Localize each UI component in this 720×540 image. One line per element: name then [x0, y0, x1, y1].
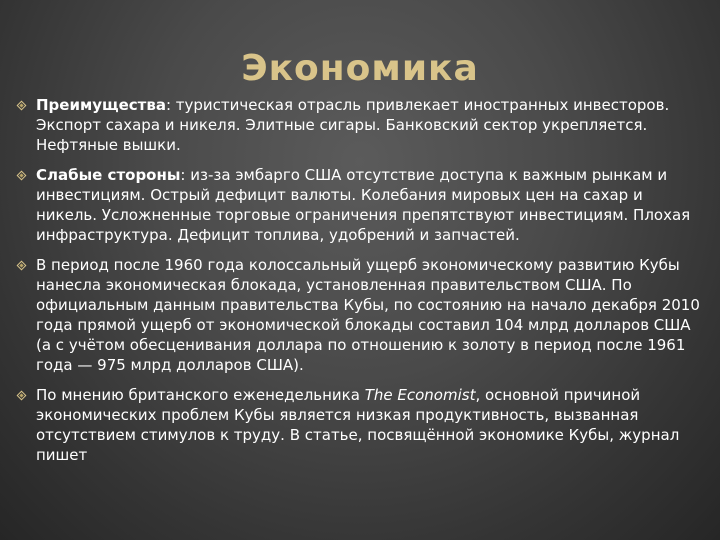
item-heading: Преимущества — [36, 96, 166, 114]
slide-title: Экономика — [241, 48, 479, 89]
bullet-item-economist — [16, 385, 706, 465]
bullet-item-blockade — [16, 255, 706, 375]
diamond-bullet-icon — [17, 171, 27, 181]
bullet-item-weaknesses — [16, 165, 706, 245]
item-text: По мнению британского еженедельника — [36, 386, 365, 404]
diamond-bullet-icon — [17, 391, 27, 401]
bullet-item-strengths — [16, 95, 706, 155]
item-text: : туристическая отрасль привлекает иностранных инвесторов. Экспорт сахара и никеля. Элитные сигары. Банковский сектор укрепляется. Нефтяные вышки. — [36, 96, 670, 154]
item-italic-source: The Economist — [364, 386, 476, 404]
item-text: В период после 1960 года колоссальный ущерб экономическому развитию Кубы нанесла экономическая блокада, установленная правительством США. По официальным данным правительства Кубы, по состоянию на начало декабря 2010 года прямой ущерб от экономической блокады составил 104 млрд долларов США (а с учётом обесценивания доллара по отношению к золоту в период после 1961 года — 975 млрд долларов США). — [36, 256, 700, 374]
diamond-bullet-icon — [17, 101, 27, 111]
diamond-bullet-icon — [17, 261, 27, 271]
item-text: : из-за эмбарго США отсутствие доступа к важным рынкам и инвестициям. Острый дефицит валюты. Колебания мировых цен на сахар и никель. Усложненные торговые ограничения препятствуют инвестициям. Плохая инфраструктура. Дефицит топлива, удобрений и запчастей. — [36, 166, 691, 244]
bullet-list — [16, 95, 706, 475]
item-text: , основной причиной экономических проблем Кубы является низкая продуктивность, вызванная отсутствием стимулов к труду. В статье, посвящённой экономике Кубы, журнал пишет — [36, 386, 680, 464]
item-heading: Слабые стороны — [36, 166, 181, 184]
